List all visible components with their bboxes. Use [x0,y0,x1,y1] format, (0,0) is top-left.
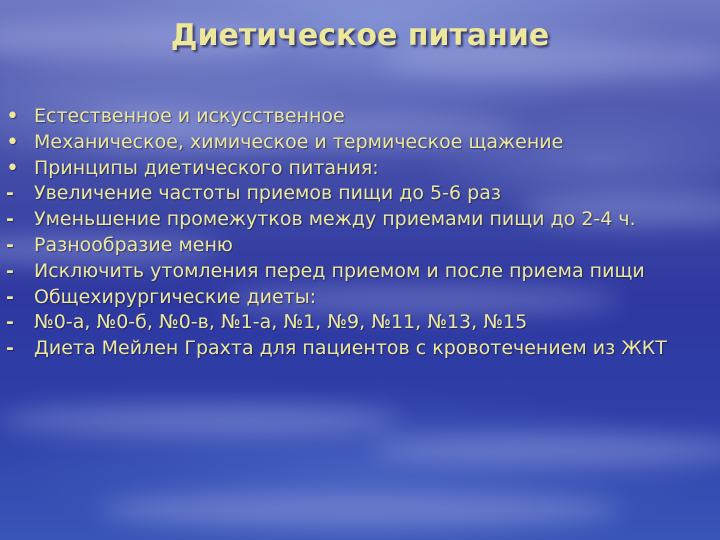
list-item-text: Исключить утомления перед приемом и после приема пищи [34,259,645,282]
list-item [6,207,708,233]
list-item [6,233,708,259]
bullet-marker: • [6,155,19,181]
dash-marker: - [6,233,14,256]
list-item [6,336,708,362]
list-item-text: Принципы диетического питания: [34,156,379,179]
dash-marker: - [6,208,14,231]
list-item-text: Разнообразие меню [34,233,233,256]
bullet-list [6,104,708,362]
list-item-text: Уменьшение промежутков между приемами пищи до 2-4 ч. [34,208,636,231]
bullet-marker: • [6,129,19,155]
dash-marker: - [6,259,14,282]
list-item-text: Увеличение частоты приемов пищи до 5-6 раз [34,182,501,205]
list-item [6,310,708,336]
dash-marker: - [6,311,14,334]
list-item [6,130,708,156]
list-item-text: Диета Мейлен Грахта для пациентов с кровотечением из ЖКТ [34,337,667,360]
list-item-text: №0-а, №0-б, №0-в, №1-а, №1, №9, №11, №13, №15 [34,311,528,334]
list-item-text: Механическое, химическое и термическое щажение [34,130,564,153]
list-item [6,104,708,130]
list-item-text: Общехирургические диеты: [34,285,317,308]
list-item [6,259,708,285]
dash-marker: - [6,337,14,360]
list-item-text: Естественное и искусственное [34,105,345,127]
slide-title: Диетическое питание [170,18,550,53]
list-item [6,156,708,182]
dash-marker: - [6,285,14,308]
list-item [6,285,708,311]
bullet-marker: • [6,104,19,129]
list-item [6,181,708,207]
dash-marker: - [6,182,14,205]
